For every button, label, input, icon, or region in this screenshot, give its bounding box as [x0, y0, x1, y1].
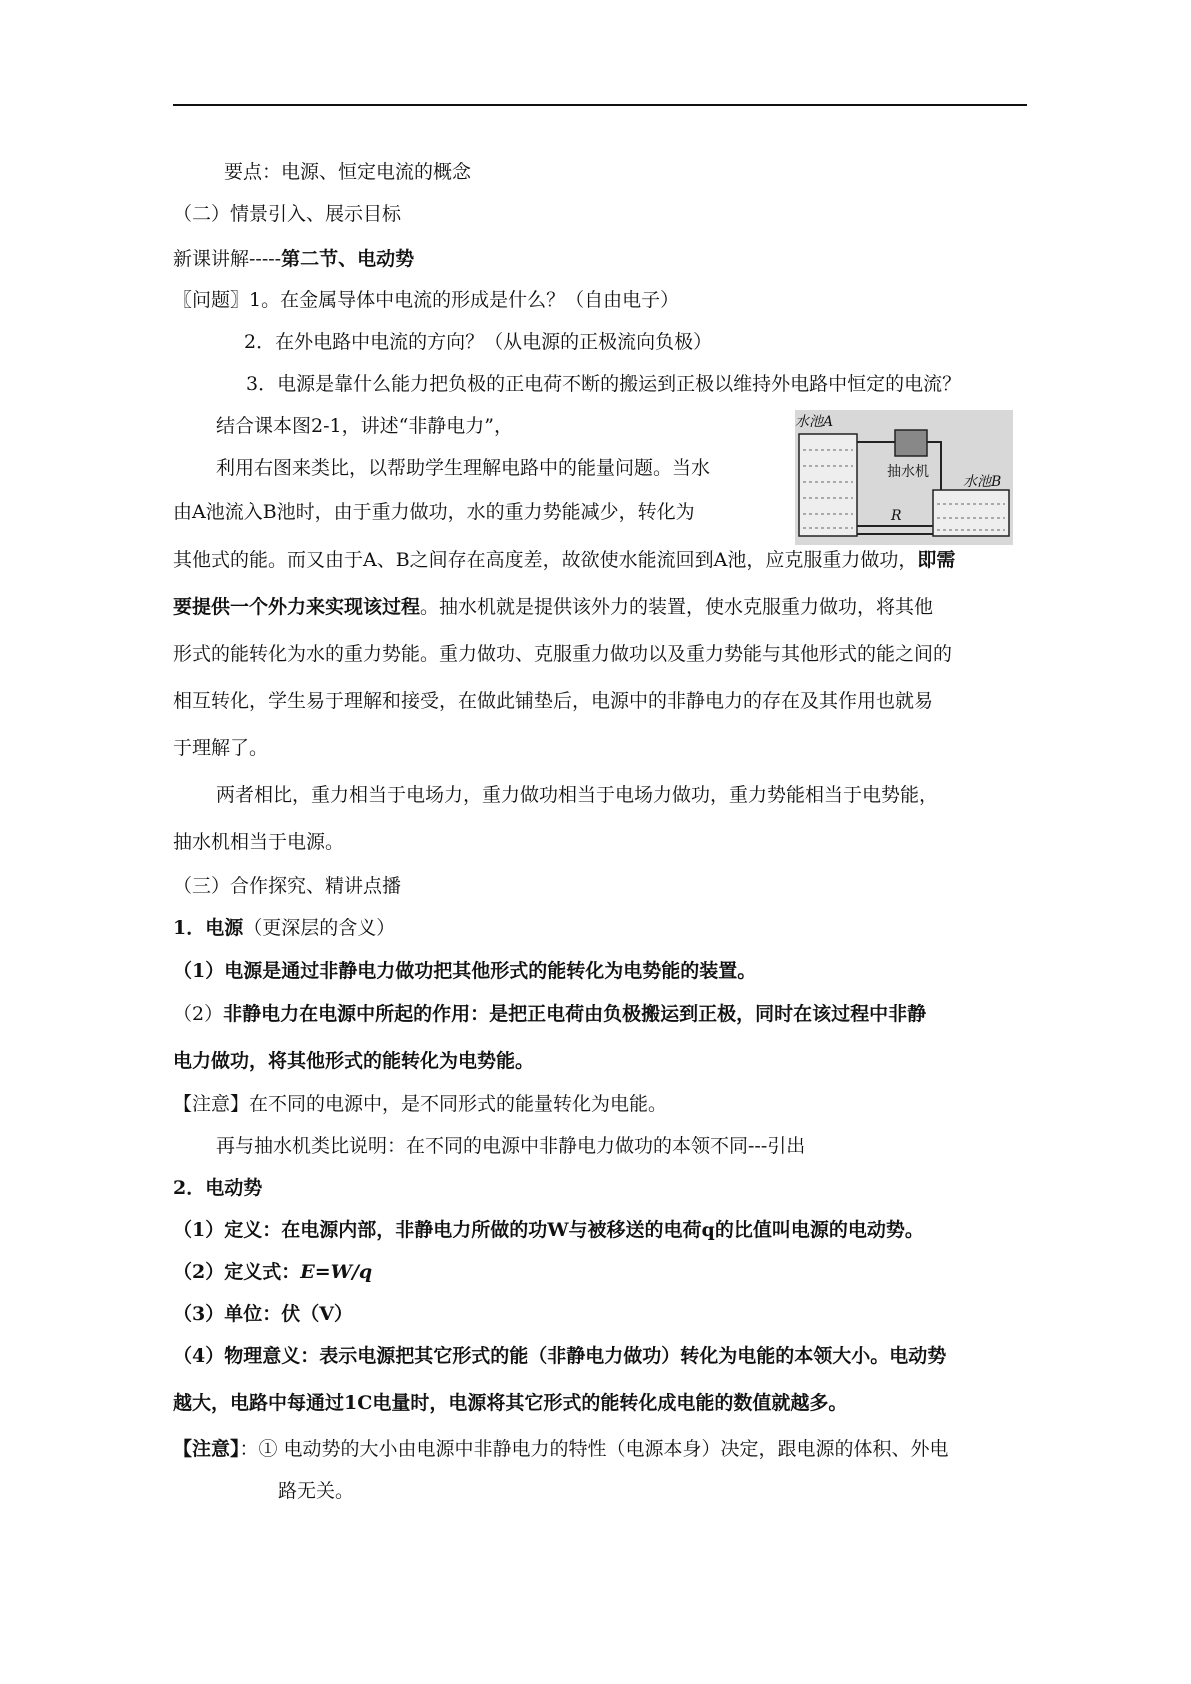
paragraph-line: 结合课本图2-1，讲述“非静电力”，: [216, 415, 514, 437]
formula: E=W/q: [300, 1261, 373, 1283]
water-pump-figure: [795, 410, 1013, 545]
question-3: 3．电源是靠什么能力把负极的正电荷不断的搬运到正极以维持外电路中恒定的电流？: [246, 373, 962, 395]
emf-meaning-cont: 越大，电路中每通过1C电量时，电源将其它形式的能转化成电能的数值就越多。: [173, 1392, 848, 1414]
pool-a-label: 水池A: [795, 414, 834, 430]
header-rule: [173, 104, 1027, 106]
paragraph-line: 两者相比，重力相当于电场力，重力做功相当于电场力做功，重力势能相当于电势能，: [216, 784, 939, 806]
emf-note-cont: 路无关。: [278, 1480, 355, 1502]
emf-note: 【注意】：① 电动势的大小由电源中非静电力的特性（电源本身）决定，跟电源的体积、外电: [173, 1438, 949, 1460]
paragraph-line: 抽水机相当于电源。: [173, 831, 345, 853]
lesson-title: 第二节、电动势: [281, 248, 415, 270]
pool-a-water: [799, 434, 857, 536]
section-two-heading: （二）情景引入、展示目标: [173, 203, 402, 225]
emf-meaning: （4）物理意义：表示电源把其它形式的能（非静电力做功）转化为电能的本领大小。电动势: [173, 1345, 947, 1367]
analogy-line: 再与抽水机类比说明：在不同的电源中非静电力做功的本领不同---引出: [216, 1135, 806, 1157]
paragraph-line: 利用右图来类比，以帮助学生理解电路中的能量问题。当水: [216, 457, 711, 479]
pump-icon: [895, 430, 927, 456]
question-1: 〖问题〗1。在金属导体中电流的形成是什么？（自由电子）: [173, 289, 680, 311]
pool-b-label: 水池B: [963, 474, 1002, 490]
emf-formula: （2）定义式：E=W/q: [173, 1261, 373, 1283]
key-points-line: 要点：电源、恒定电流的概念: [224, 161, 472, 183]
paragraph-line: 形式的能转化为水的重力势能。重力做功、克服重力做功以及重力势能与其他形式的能之间的: [173, 643, 953, 665]
emf-definition: （1）定义：在电源内部，非静电力所做的功W与被移送的电荷q的比值叫电源的电动势。: [173, 1219, 924, 1241]
section-three-heading: （三）合作探究、精讲点播: [173, 875, 402, 897]
paragraph-line: 于理解了。: [173, 737, 269, 759]
paragraph-line: 相互转化，学生易于理解和接受，在做此铺垫后，电源中的非静电力的存在及其作用也就易: [173, 690, 934, 712]
emf-unit: （3）单位：伏（V）: [173, 1303, 353, 1325]
resistor-label: R: [891, 508, 902, 524]
topic-1-point-1: （1）电源是通过非静电力做功把其他形式的能转化为电势能的装置。: [173, 960, 757, 982]
topic-1-point-2-cont: 电力做功，将其他形式的能转化为电势能。: [173, 1050, 535, 1072]
paragraph-line: 要提供一个外力来实现该过程。抽水机就是提供该外力的装置，使水克服重力做功，将其他: [173, 596, 934, 618]
paragraph-line: 其他式的能。而又由于A、B之间存在高度差，故欲使水能流回到A池，应克服重力做功，即需: [173, 549, 956, 571]
pump-label: 抽水机: [887, 464, 929, 480]
pool-b-water: [933, 490, 1009, 536]
new-lesson-line: 新课讲解-----第二节、电动势: [173, 248, 415, 270]
question-2: 2．在外电路中电流的方向？（从电源的正极流向负极）: [244, 331, 713, 353]
note-line: 【注意】在不同的电源中，是不同形式的能量转化为电能。: [173, 1093, 668, 1115]
topic-1-point-2: （2）非静电力在电源中所起的作用：是把正电荷由负极搬运到正极，同时在该过程中非静: [173, 1003, 927, 1025]
topic-1-heading: 1．电源（更深层的含义）: [173, 917, 396, 939]
paragraph-line: 由A池流入B池时，由于重力做功，水的重力势能减少，转化为: [173, 501, 695, 523]
topic-2-heading: 2．电动势: [173, 1177, 263, 1199]
